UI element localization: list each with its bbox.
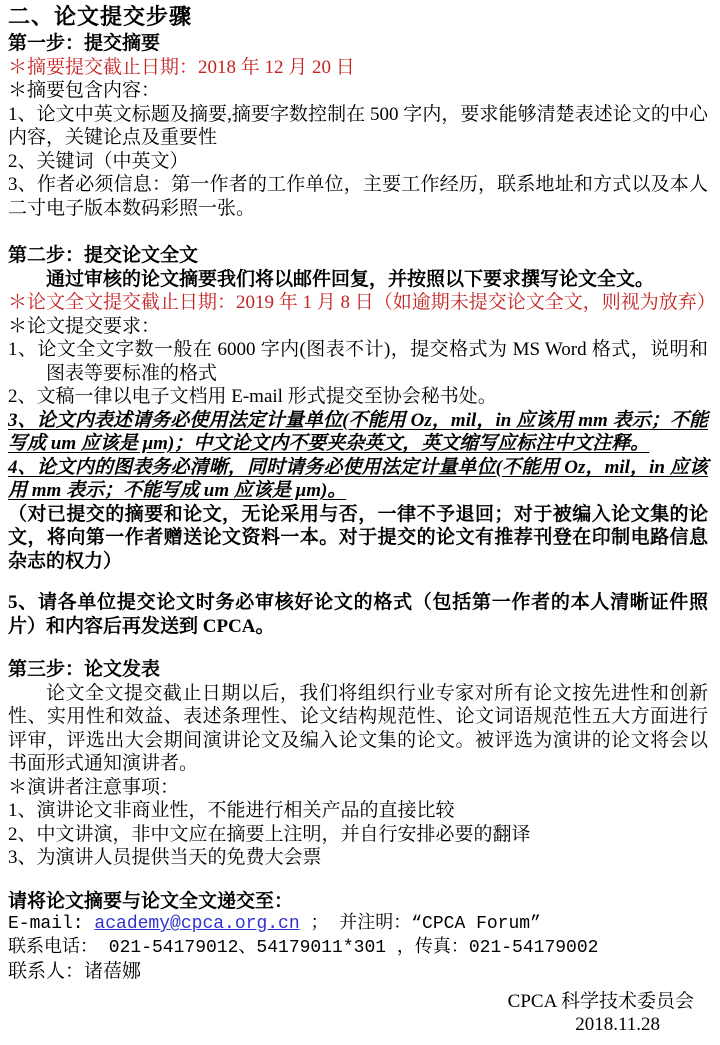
contact-phone-line: 联系电话： 021-54179012、54179011*301 ，传真：021-54179002 — [8, 937, 599, 958]
step3-notes-label: ＊演讲者注意事项： — [8, 776, 180, 798]
contact-person-line: 联系人：诸蓓娜 — [8, 961, 142, 982]
step2-deadline: ＊论文全文提交截止日期：2019 年 1 月 8 日（如逾期未提交论文全文，则视为放弃） — [8, 292, 716, 313]
contact-email-line — [8, 913, 708, 937]
step3-note-2: 2、中文讲演，非中文应在摘要上注明，并自行安排必要的翻译 — [8, 823, 531, 845]
step2-item-1: 1、论文全文字数一般在 6000 字内(图表不计)，提交格式为 MS Word 格式，说明和图表等要标准的格式 — [8, 339, 708, 384]
step3-note-1: 1、演讲论文非商业性，不能进行相关产品的直接比较 — [8, 800, 455, 821]
step1-content-label: ＊摘要包含内容： — [8, 80, 161, 101]
signature-committee: CPCA 科学技术委员会 — [507, 990, 694, 1012]
email-label: E-mail: — [8, 914, 95, 934]
step1-item-2: 2、关键词（中英文） — [8, 150, 189, 172]
contact-heading: 请将论文摘要与论文全文递交至： — [8, 890, 294, 912]
step1-item-3: 3、作者必须信息：第一作者的工作单位，主要工作经历，联系地址和方式以及本人二寸电子版本数码彩照一张。 — [8, 174, 708, 219]
step2-return-policy-note: （对已提交的摘要和论文，无论采用与否，一律不予退回；对于被编入论文集的论文，将向第一作者赠送论文资料一本。对于提交的论文有推荐刊登在印制电路信息杂志的权力） — [8, 503, 708, 572]
page-title: 二、论文提交步骤 — [8, 4, 193, 29]
step2-intro: 通过审核的论文摘要我们将以邮件回复，并按照以下要求撰写论文全文。 — [46, 268, 655, 290]
email-suffix: ； 并注明：“CPCA Forum” — [299, 914, 541, 934]
step1-heading: 第一步：提交摘要 — [8, 33, 161, 54]
step2-item-3-units-rule: 3、论文内表述请务必使用法定计量单位(不能用 Oz，mil，in 应该用 mm 表示；不能写成 um 应该是 μm)；中文论文内不要夹杂英文，英文缩写应标注中文注释。 — [8, 409, 708, 454]
step3-body: 论文全文提交截止日期以后，我们将组织行业专家对所有论文按先进性和创新性、实用性和效益、表述条理性、论文结构规范性、论文词语规范性五大方面进行评审，评选出大会期间演讲论文及编入论文集的论文。被评选为演讲的论文将会以书面形式通知演讲者。 — [8, 682, 708, 774]
step1-item-1: 1、论文中英文标题及摘要,摘要字数控制在 500 字内，要求能够清楚表述论文的中心内容，关键论点及重要性 — [8, 103, 708, 148]
step3-heading: 第三步：论文发表 — [8, 659, 161, 680]
step1-deadline: ＊摘要提交截止日期：2018 年 12 月 20 日 — [8, 56, 355, 78]
step3-note-3: 3、为演讲人员提供当天的免费大会票 — [8, 847, 322, 868]
step2-heading: 第二步：提交论文全文 — [8, 245, 199, 266]
signature-date: 2018.11.28 — [575, 1014, 660, 1035]
step2-item-5-review-note: 5、请各单位提交论文时务必审核好论文的格式（包括第一作者的本人清晰证件照片）和内容后再发送到 CPCA。 — [8, 592, 708, 637]
step2-item-2: 2、文稿一律以电子文档用 E-mail 形式提交至协会秘书处。 — [8, 386, 497, 407]
step2-item-4-figures-rule: 4、论文内的图表务必清晰，同时请务必使用法定计量单位(不能用 Oz，mil，in 应该用 mm 表示；不能写成 um 应该是 μm)。 — [8, 456, 708, 501]
step2-requirements-label: ＊论文提交要求： — [8, 315, 161, 337]
email-link[interactable]: academy@cpca.org.cn — [94, 914, 300, 934]
